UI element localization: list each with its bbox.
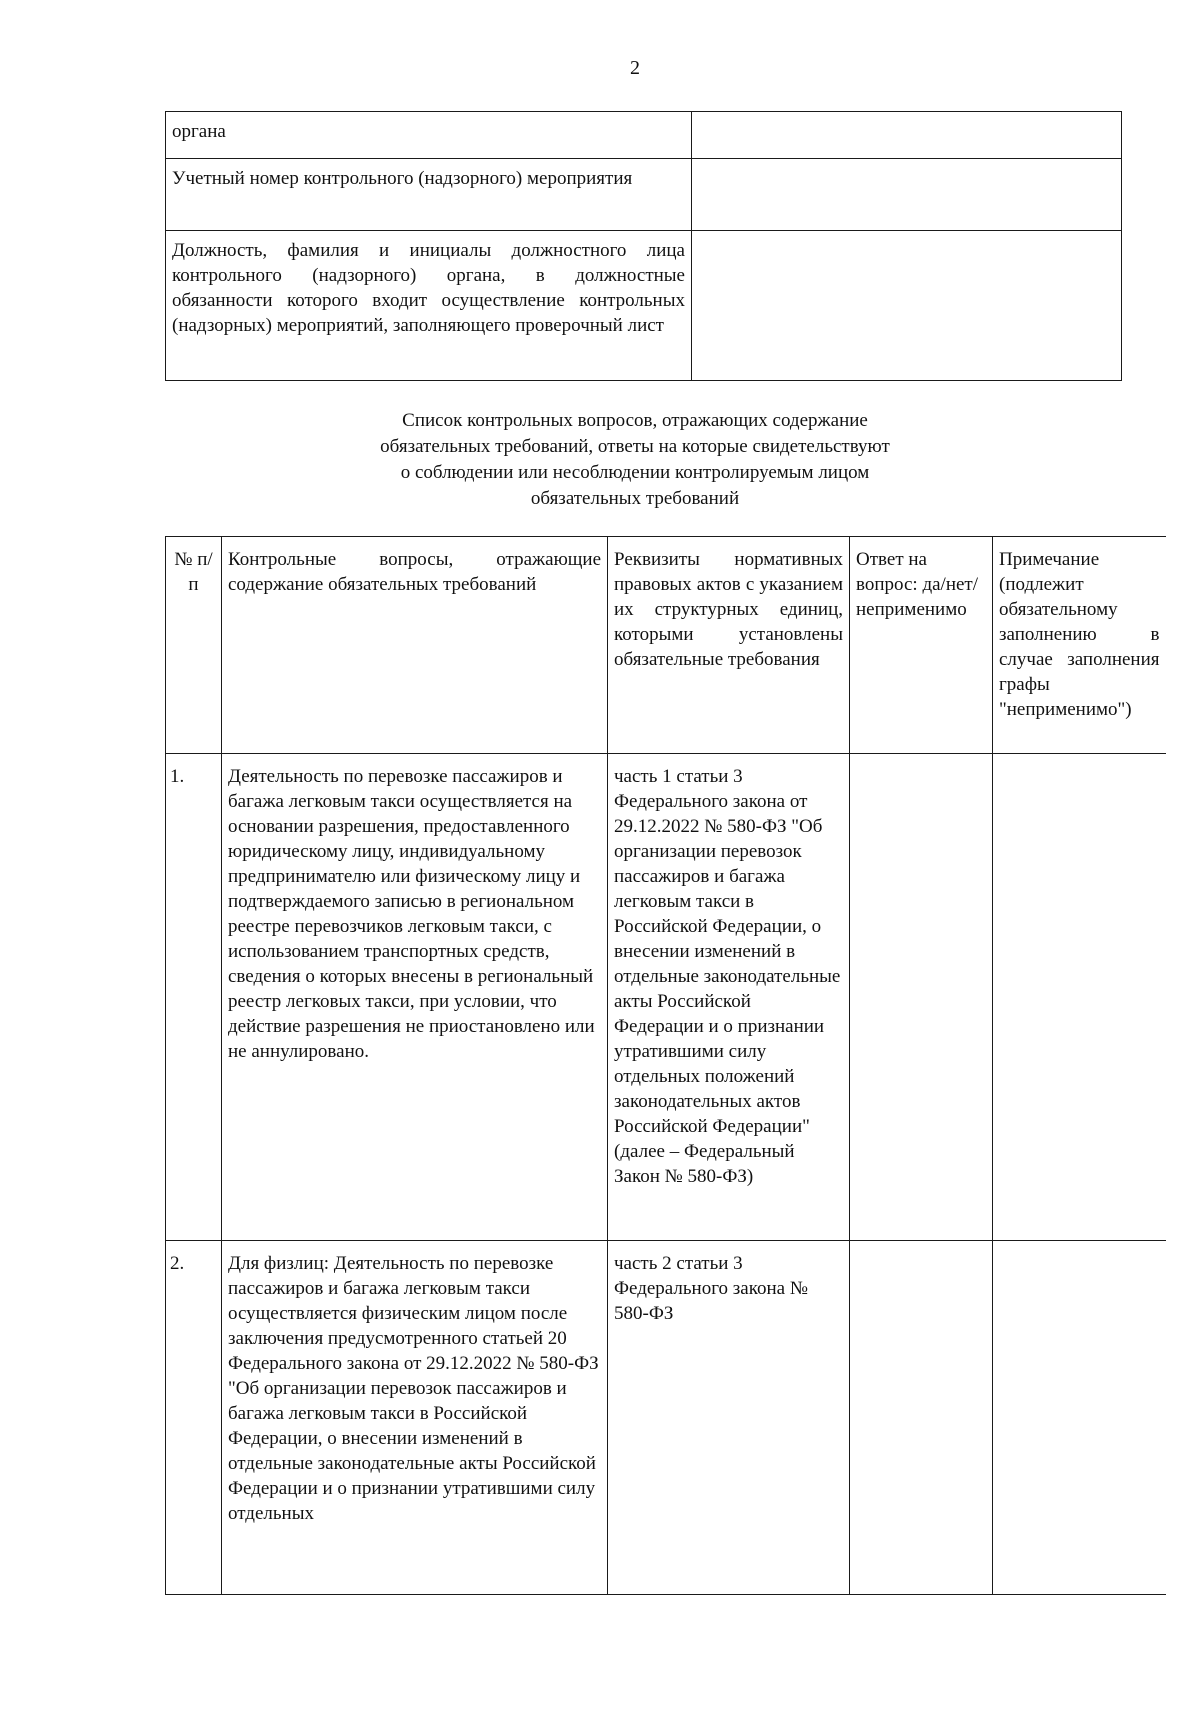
table-header-row	[166, 537, 1166, 754]
table-row	[166, 1241, 1166, 1595]
page-number: 2	[630, 57, 640, 79]
header-answer: Ответ на вопрос: да/нет/ неприменимо	[850, 537, 993, 754]
header-question: Контрольные вопросы, отражающие содержание обязательных требований	[222, 537, 608, 754]
inspection-info-table	[165, 111, 1122, 381]
header-number: № п/п	[166, 537, 222, 754]
row-note	[993, 1241, 1166, 1595]
control-questions-table	[165, 536, 1166, 1595]
heading-line-3: о соблюдении или несоблюдении контролируемым лицом	[400, 462, 870, 483]
info-label-authority: органа	[166, 112, 692, 159]
info-label-official: Должность, фамилия и инициалы должностного лица контрольного (надзорного) органа, в должностные обязанности которого входит осуществление контрольных (надзорных) мероприятий, заполняющего проверочный лист	[166, 231, 692, 381]
info-row-authority	[166, 112, 1122, 159]
heading-line-4: обязательных требований	[530, 488, 740, 509]
info-label-registration-number: Учетный номер контрольного (надзорного) мероприятия	[166, 159, 692, 231]
info-value-authority	[692, 112, 1122, 159]
info-value-official	[692, 231, 1122, 381]
row-note	[993, 754, 1166, 1241]
row-number: 2.	[166, 1241, 222, 1595]
row-answer	[850, 1241, 993, 1595]
header-requisites: Реквизиты нормативных правовых актов с указанием их структурных единиц, которыми установлены обязательные требования	[608, 537, 850, 754]
row-answer	[850, 754, 993, 1241]
info-value-registration-number	[692, 159, 1122, 231]
info-row-registration-number	[166, 159, 1122, 231]
heading-line-2: обязательных требований, ответы на которые свидетельствуют	[380, 436, 890, 457]
row-question: Деятельность по перевозке пассажиров и багажа легковым такси осуществляется на основании разрешения, предоставленного юридическому лицу, индивидуальному предпринимателю или физическому лицу и подтверждаемого записью в региональном реестре перевозчиков легковым такси, с использованием транспортных средств, сведения о которых внесены в региональный реестр легковых такси, при условии, что действие разрешения не приостановлено или не аннулировано.	[222, 754, 608, 1241]
row-requisites: часть 1 статьи 3 Федерального закона от 29.12.2022 № 580-ФЗ "Об организации перевозок пассажиров и багажа легковым такси в Российской Федерации, о внесении изменений в отдельные законодательные акты Российской Федерации и о признании утратившими силу отдельных положений законодательных актов Российской Федерации" (далее – Федеральный Закон № 580-ФЗ)	[608, 754, 850, 1241]
table-row	[166, 754, 1166, 1241]
row-requisites: часть 2 статьи 3 Федерального закона № 580-ФЗ	[608, 1241, 850, 1595]
heading-line-1: Список контрольных вопросов, отражающих содержание	[402, 410, 868, 431]
info-row-official	[166, 231, 1122, 381]
row-question: Для физлиц: Деятельность по перевозке пассажиров и багажа легковым такси осуществляется физическим лицом после заключения предусмотренного статьей 20 Федерального закона от 29.12.2022 № 580-ФЗ "Об организации перевозок пассажиров и багажа легковым такси в Российской Федерации, о внесении изменений в отдельные законодательные акты Российской Федерации и о признании утратившими силу отдельных	[222, 1241, 608, 1595]
row-number: 1.	[166, 754, 222, 1241]
checklist-heading	[235, 408, 1035, 512]
header-note: Примечание (подлежит обязательному заполнению в случае заполнения графы "неприменимо")	[993, 537, 1166, 754]
